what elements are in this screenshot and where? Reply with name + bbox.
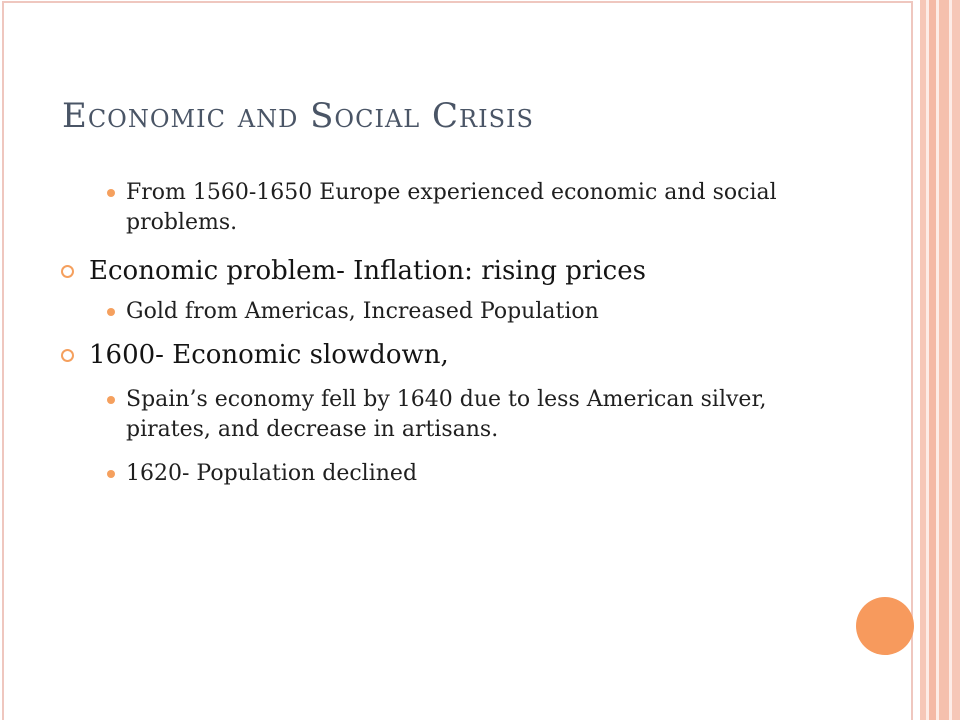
bullet-dot-icon — [107, 470, 115, 478]
bullet-text: Economic problem- Inflation: rising prices — [89, 256, 646, 286]
stripe — [939, 0, 949, 720]
bullet-text: Spain’s economy fell by 1640 due to less American silver, pirates, and decrease in artisans. — [126, 387, 767, 442]
stripe — [952, 0, 960, 720]
bullet-text: 1620- Population declined — [126, 461, 418, 486]
bullet-dot-icon — [107, 189, 115, 197]
bullet-text: 1600- Economic slowdown, — [89, 340, 449, 370]
decorative-orange-circle — [856, 597, 914, 655]
slide-title: Economic and Social Crisis — [62, 96, 534, 136]
stripe — [929, 0, 936, 720]
bullet-dot-icon — [107, 308, 115, 316]
decorative-stripes — [920, 0, 960, 720]
bullet-text: From 1560-1650 Europe experienced economic and social problems. — [126, 180, 777, 235]
bullet-ring-icon — [61, 349, 74, 362]
bullet-dot-icon — [107, 396, 115, 404]
bullet-text: Gold from Americas, Increased Population — [126, 299, 599, 324]
bullet-ring-icon — [61, 265, 74, 278]
